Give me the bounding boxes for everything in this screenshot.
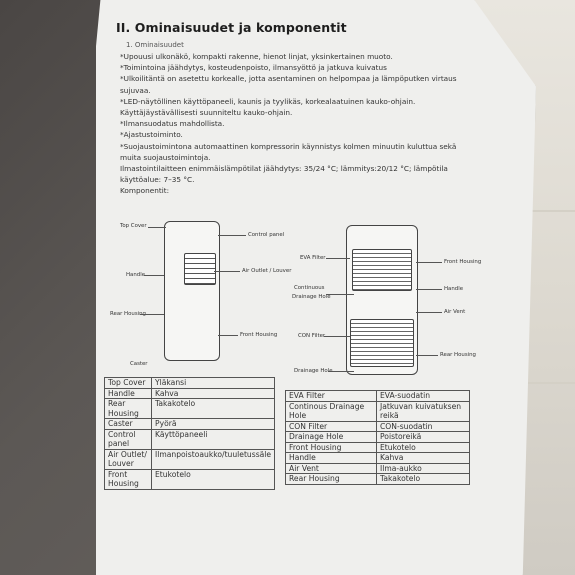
feature-line: Käyttäjäystävällisesti suunniteltu kauko-ohjain. bbox=[120, 108, 293, 118]
label-air-outlet: Air Outlet / Louver bbox=[242, 268, 292, 274]
table-row bbox=[105, 378, 275, 389]
label-air-vent: Air Vent bbox=[444, 309, 466, 315]
table-row bbox=[286, 432, 470, 443]
component-name-fi: Ilma-aukko bbox=[377, 463, 470, 474]
component-name-fi: Jatkuvan kuivatuksen reikä bbox=[377, 401, 470, 421]
component-name-fi: CON-suodatin bbox=[377, 421, 470, 432]
component-name-fi: Kahva bbox=[152, 388, 275, 399]
component-name-en: Front Housing bbox=[105, 469, 152, 489]
component-diagram bbox=[110, 215, 488, 375]
front-unit-drawing bbox=[164, 221, 220, 361]
feature-line: *Toimintoina jäähdytys, kosteudenpoisto, ilmansyöttö ja jatkuva kuivatus bbox=[120, 63, 387, 73]
table-row bbox=[286, 421, 470, 432]
component-name-en: Air Vent bbox=[286, 463, 377, 474]
label-con-filter: CON Filter bbox=[298, 333, 326, 339]
component-name-en: Air Outlet/ Louver bbox=[105, 449, 152, 469]
component-name-en: Control panel bbox=[105, 429, 152, 449]
feature-line: *Ilmansuodatus mahdollista. bbox=[120, 119, 225, 129]
label-caster: Caster bbox=[130, 361, 148, 367]
component-name-fi: Takakotelo bbox=[152, 399, 275, 419]
table-row bbox=[286, 391, 470, 402]
section-heading: 1. Ominaisuudet bbox=[126, 41, 184, 49]
label-rear-housing-front: Rear Housing bbox=[110, 311, 146, 317]
label-eva-filter: EVA Filter bbox=[300, 255, 326, 261]
table-row bbox=[286, 463, 470, 474]
table-row bbox=[286, 401, 470, 421]
feature-line: käyttöalue: 7–35 °C. bbox=[120, 175, 195, 185]
feature-line: *Ajastustoiminto. bbox=[120, 130, 183, 140]
table-row bbox=[286, 453, 470, 464]
component-name-en: Top Cover bbox=[105, 378, 152, 389]
component-name-fi: Etukotelo bbox=[152, 469, 275, 489]
feature-line: sujuvaa. bbox=[120, 85, 151, 95]
component-name-en: Front Housing bbox=[286, 442, 377, 453]
component-name-fi: Yläkansi bbox=[152, 378, 275, 389]
table-row bbox=[286, 474, 470, 485]
component-name-en: Rear Housing bbox=[286, 474, 377, 485]
table-row bbox=[105, 388, 275, 399]
feature-line: Ilmastointilaitteen enimmäislämpötilat jäähdytys: 35/24 °C; lämmitys:20/12 °C; lämpötila bbox=[120, 164, 448, 174]
component-name-en: Rear Housing bbox=[105, 399, 152, 419]
label-drainage-hole: Drainage Hole bbox=[294, 368, 333, 374]
component-name-en: Handle bbox=[105, 388, 152, 399]
table-row bbox=[105, 399, 275, 419]
component-name-fi: Ilmanpoistoaukko/tuuletussäle bbox=[152, 449, 275, 469]
label-rear-housing-back: Rear Housing bbox=[440, 352, 476, 358]
table-row bbox=[286, 442, 470, 453]
component-name-fi: EVA-suodatin bbox=[377, 391, 470, 402]
feature-line: *Suojaustoimintona automaattinen kompressorin käynnistys kolmen minuutin kuluttua sekä bbox=[120, 141, 457, 151]
back-unit-eva-grille bbox=[352, 249, 412, 291]
table-row bbox=[105, 419, 275, 430]
feature-line: muita suojaustoimintoja. bbox=[120, 152, 211, 162]
label-front-housing-front: Front Housing bbox=[240, 332, 278, 338]
back-unit-con-grille bbox=[350, 319, 414, 367]
table-row bbox=[105, 469, 275, 489]
table-row bbox=[105, 449, 275, 469]
label-continuous-drainage: Drainage Hole bbox=[292, 294, 331, 300]
components-table-right bbox=[285, 390, 470, 485]
component-name-fi: Poistoreikä bbox=[377, 432, 470, 443]
component-name-fi: Kahva bbox=[377, 453, 470, 464]
document-text bbox=[110, 20, 457, 197]
feature-line: *Upouusi ulkonäkö, kompakti rakenne, hienot linjat, yksinkertainen muoto. bbox=[120, 52, 393, 61]
component-name-fi: Pyörä bbox=[152, 419, 275, 430]
components-table-left bbox=[104, 377, 275, 490]
label-front-housing-back: Front Housing bbox=[444, 259, 482, 265]
feature-line: *LED-näytöllinen käyttöpaneeli, kaunis ja tyylikäs, korkealaatuinen kauko-ohjain. bbox=[120, 96, 416, 106]
component-name-en: EVA Filter bbox=[286, 391, 377, 402]
component-name-en: Caster bbox=[105, 419, 152, 430]
front-unit-louver bbox=[184, 253, 216, 285]
component-name-en: Handle bbox=[286, 453, 377, 464]
label-handle-back: Handle bbox=[444, 286, 464, 292]
feature-lines bbox=[110, 51, 457, 197]
table-row bbox=[105, 429, 275, 449]
component-name-fi: Takakotelo bbox=[377, 474, 470, 485]
document-title: II. Ominaisuudet ja komponentit bbox=[116, 20, 347, 35]
component-name-fi: Etukotelo bbox=[377, 442, 470, 453]
label-handle-front: Handle bbox=[126, 272, 146, 278]
component-name-en: CON Filter bbox=[286, 421, 377, 432]
component-name-fi: Käyttöpaneeli bbox=[152, 429, 275, 449]
label-top-cover: Top Cover bbox=[120, 223, 147, 229]
feature-line: *Ulkoilitäntä on asetettu korkealle, jotta asentaminen on helpompaa ja lämpöputken virtaus bbox=[120, 74, 457, 84]
label-control-panel: Control panel bbox=[248, 232, 285, 238]
component-name-en: Drainage Hole bbox=[286, 432, 377, 443]
component-name-en: Continous Drainage Hole bbox=[286, 401, 377, 421]
feature-line: Komponentit: bbox=[120, 186, 170, 196]
label-continuous: Continuous bbox=[294, 285, 325, 291]
